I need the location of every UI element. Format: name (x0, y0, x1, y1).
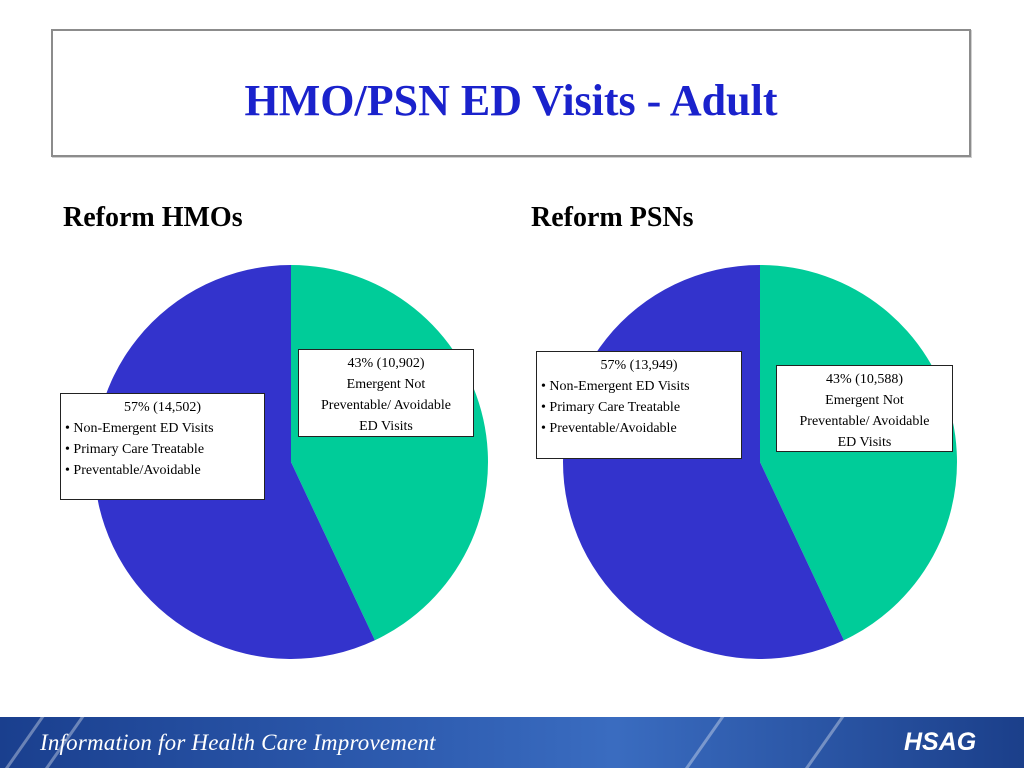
data-label-value: 57% (14,502) (124, 400, 201, 415)
slide-title: HMO/PSN ED Visits - Adult (244, 76, 778, 125)
data-label-hmo-emergent (298, 349, 474, 437)
data-label-hmo-nonemergent (60, 393, 265, 500)
data-label-line: Emergent Not (825, 393, 904, 408)
hsag-logo: HSAG (904, 728, 977, 756)
data-label-line: • Preventable/Avoidable (65, 463, 201, 478)
data-label-line: • Non-Emergent ED Visits (541, 379, 690, 394)
footer-tagline: Information for Health Care Improvement (40, 730, 436, 755)
data-label-line: ED Visits (837, 435, 892, 450)
chart-title-hmo: Reform HMOs (63, 202, 243, 233)
data-label-line: • Primary Care Treatable (65, 442, 205, 457)
title-box (51, 29, 971, 157)
footer-banner (0, 717, 1024, 768)
data-label-psn-emergent (776, 365, 953, 452)
pie-chart-psn (560, 262, 960, 662)
data-label-line: • Non-Emergent ED Visits (65, 421, 214, 436)
data-label-line: • Primary Care Treatable (541, 400, 681, 415)
data-label-psn-nonemergent (536, 351, 742, 459)
data-label-line: ED Visits (359, 419, 413, 434)
data-label-value: 43% (10,902) (347, 356, 425, 371)
data-label-value: 57% (13,949) (600, 358, 678, 373)
data-label-line: • Preventable/Avoidable (541, 421, 677, 436)
data-label-line: Emergent Not (346, 377, 426, 392)
chart-title-psn: Reform PSNs (531, 202, 694, 233)
data-label-line: Preventable/ Avoidable (799, 414, 930, 429)
data-label-line: Preventable/ Avoidable (321, 398, 451, 413)
data-label-value: 43% (10,588) (826, 372, 903, 387)
